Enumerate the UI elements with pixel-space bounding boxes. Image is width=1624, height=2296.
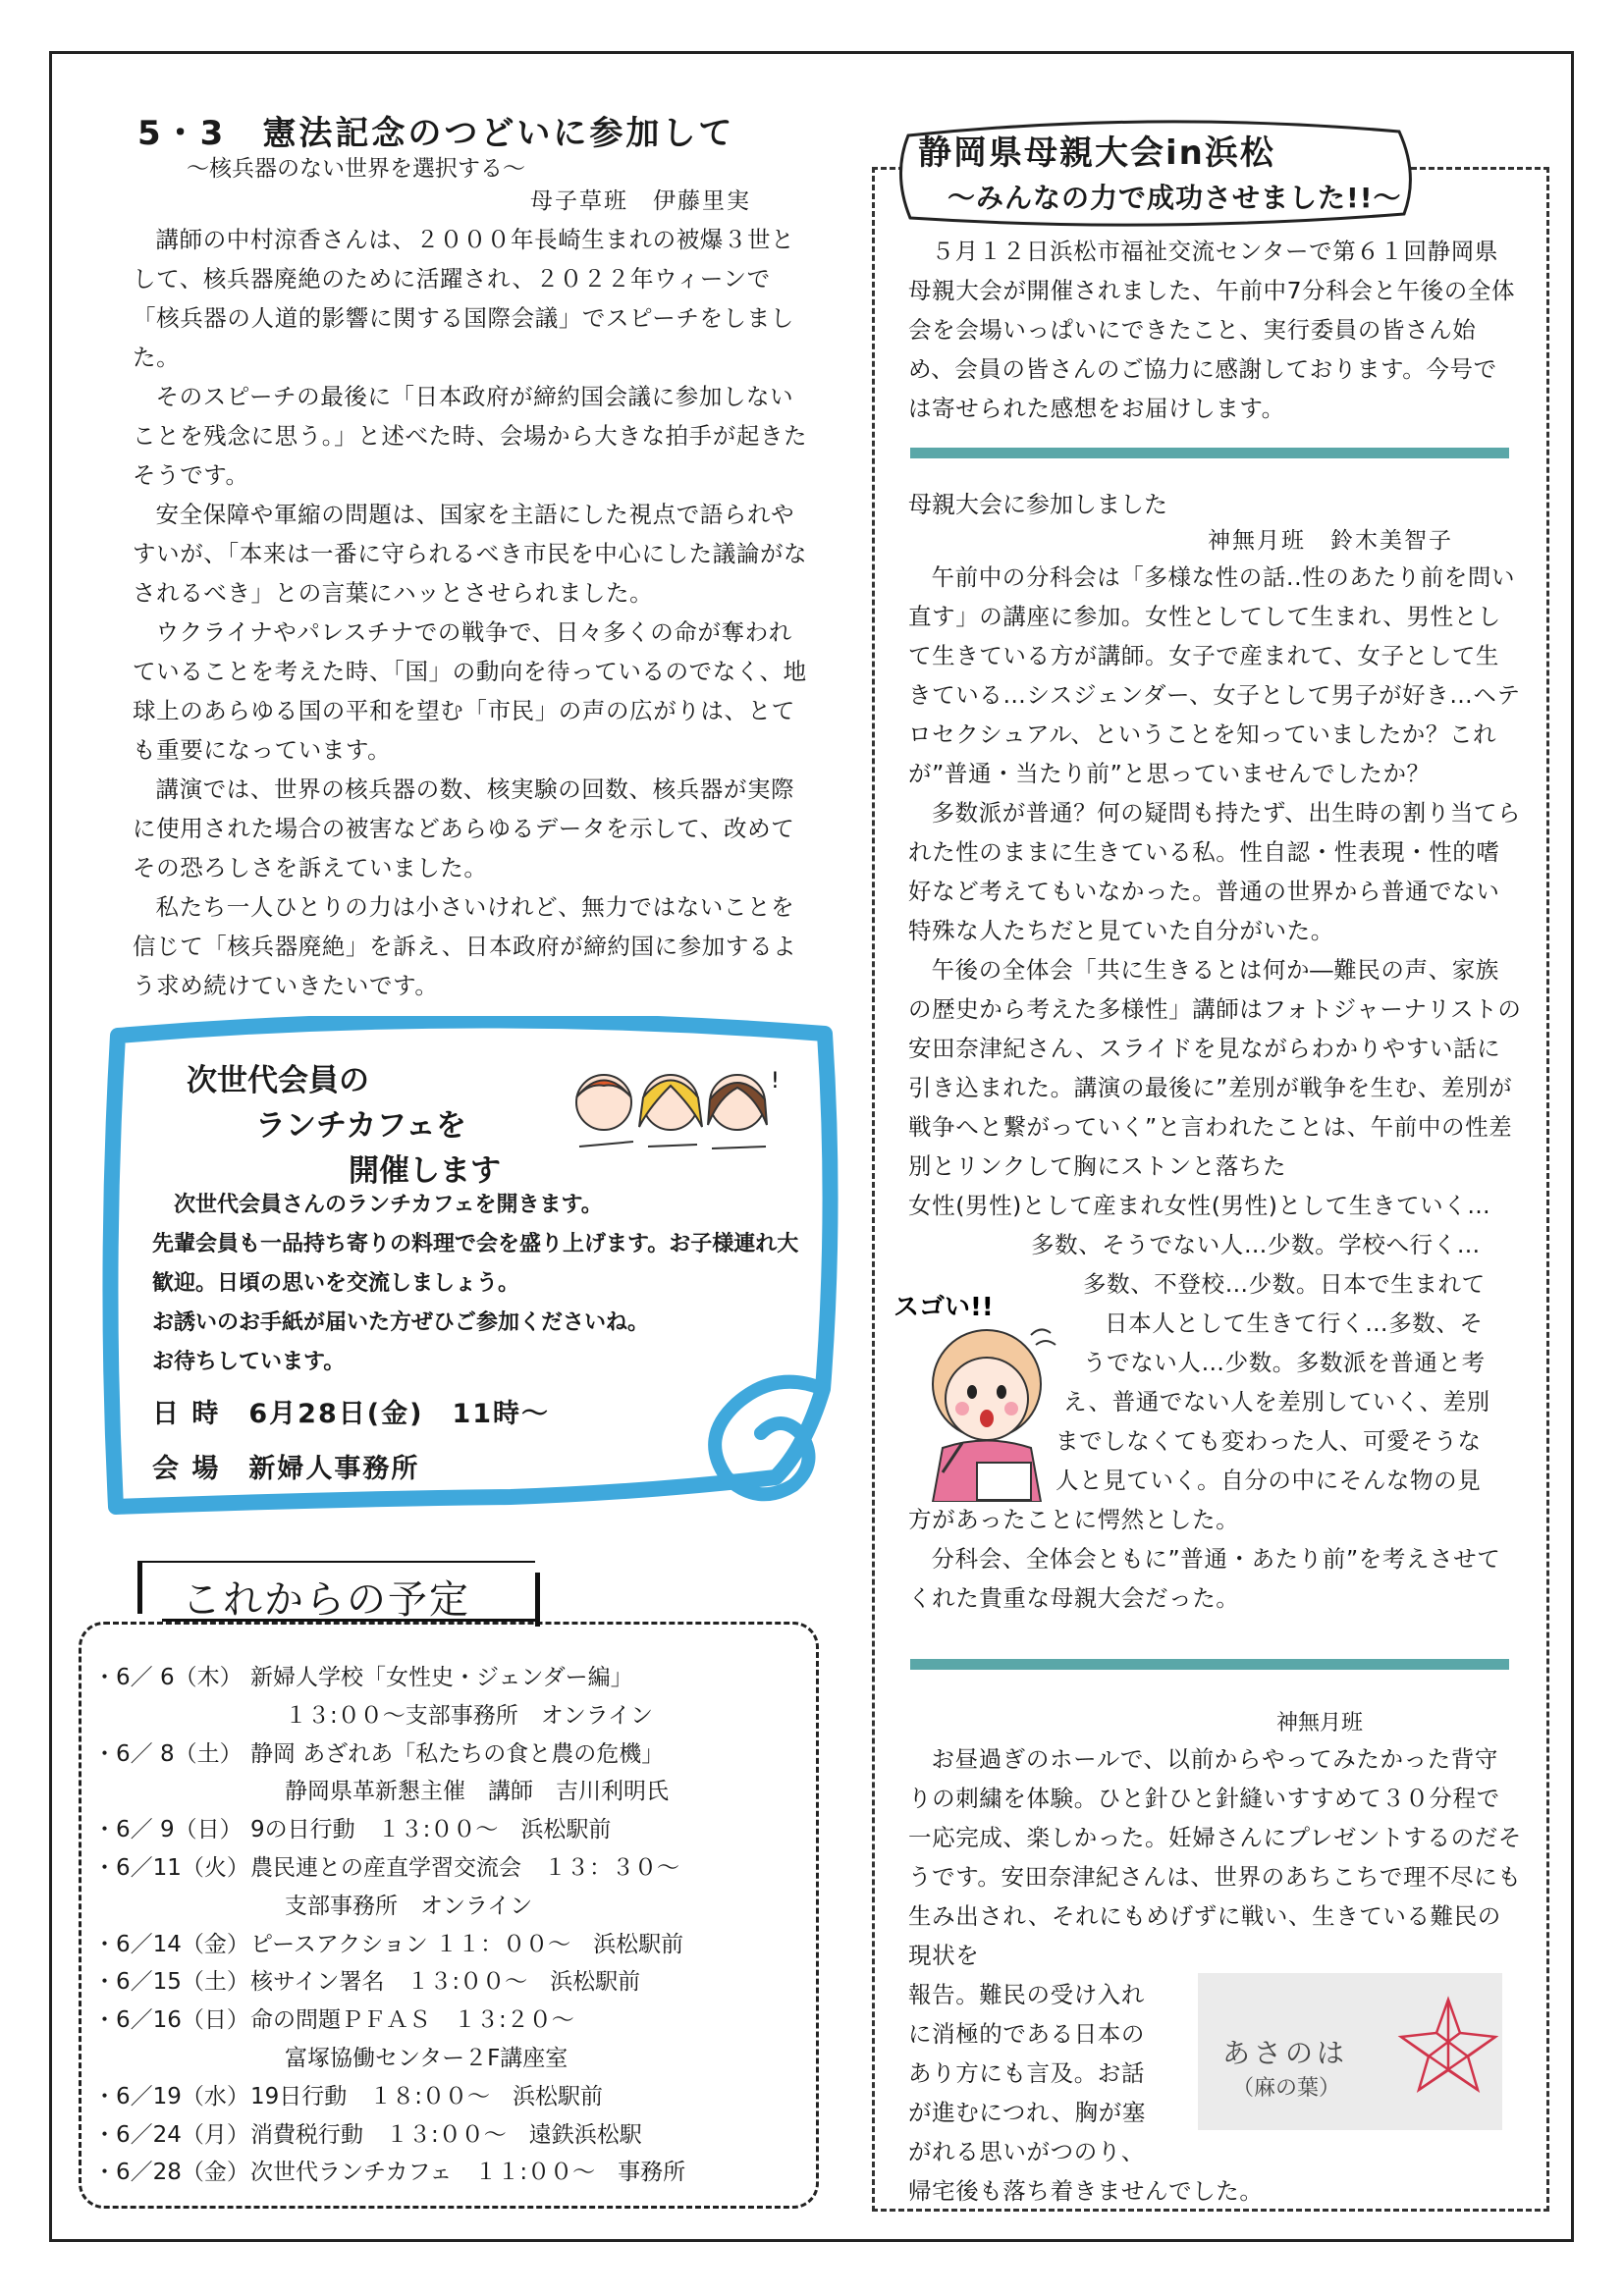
svg-text:!: !	[771, 1069, 780, 1094]
schedule-item-detail: １３:００～支部事務所 オンライン	[285, 1702, 654, 1729]
paragraph: 午前中の分科会は「多様な性の話..性のあたり前を問い直す」の講座に参加。女性としてして生まれ、男性として生きている方が講師。女子で産まれて、女子として生きている…シスジェンダー、女子として男子が好き…ヘテロセクシュアル、ということを知っていましたか？これが”普通・当たり前”と思っていませんでしたか？	[908, 563, 1521, 787]
cafe-heading-line: 開催します	[349, 1153, 501, 1189]
paragraph: そのスピーチの最後に「日本政府が締約国会議に参加しないことを残念に思う。」と述べた時、会場から大きな拍手が起きたそうです。	[133, 383, 808, 489]
paragraph: 分科会、全体会ともに”普通・あたり前”を考えさせてくれた貴重な母親大会だった。	[908, 1545, 1501, 1612]
paragraph: お昼過ぎのホールで、以前からやってみたかった背守りの刺繍を体験。ひと針ひと針縫いすすめて３０分程で一応完成、楽しかった。妊婦さんにプレゼントするのだそうです。安田奈津紀さんは、世界のあちこちで理不尽にも生み出され、それにもめげずに戦い、生きている難民の現状を	[908, 1745, 1522, 1969]
schedule-item: ・6／ 8（土） 静岡 あざれあ「私たちの食と農の危機」	[93, 1740, 665, 1767]
embroidery-label: あさのは	[1222, 2037, 1349, 2069]
cafe-line: 次世代会員さんのランチカフェを開きます。	[174, 1193, 603, 1217]
teal-divider	[910, 1659, 1509, 1670]
article3-author: 神無月班	[1276, 1711, 1364, 1735]
article2-author: 神無月班 鈴木美智子	[1208, 528, 1453, 554]
cafe-details	[152, 1387, 550, 1497]
asanoha-star-icon	[1394, 1993, 1502, 2101]
surprised-woman-illustration	[893, 1276, 1060, 1502]
cafe-line: お誘いのお手紙が届いた方ぜひご参加くださいね。	[152, 1310, 650, 1335]
article-subtitle: ～核兵器のない世界を選択する～	[187, 156, 525, 182]
schedule-item: ・6／19（水）19日行動 １８:００～ 浜松駅前	[93, 2083, 604, 2109]
cafe-line: お待ちしています。	[152, 1350, 346, 1374]
cafe-heading-line: ランチカフェを	[255, 1108, 466, 1144]
wrapped-text: 女性(男性)として産まれ女性(男性)として生きていく… 多数、そうでない人…少数。学校へ行く… 多数、不登校…少数。日本で生まれて 日本人として生きて行く…多数、そ うでない人…少数。多数派を普通と考 え、普通でない人を差別していく、差別 までしなくても変わった人、可愛そうな 人と見ていく。自分の中にそんな物の見	[908, 1192, 1491, 1494]
article-title: 5・3 憲法記念のつどいに参加して	[137, 114, 735, 153]
sugoi-exclamation: スゴい!!	[893, 1293, 994, 1322]
paragraph: 講師の中村涼香さんは、２０００年長崎生まれの被爆３世として、核兵器廃絶のために活躍され、２０２２年ウィーンで「核兵器の人道的影響に関する国際会議」でスピーチをしました。	[133, 226, 795, 371]
article3-body: お昼過ぎのホールで、以前からやってみたかった背守りの刺繍を体験。ひと針ひと針縫いすすめて３０分程で一応完成、楽しかった。妊婦さんにプレゼントするのだそうです。安田奈津紀さんは、世界のあちこちで理不尽にも生み出され、それにもめげずに戦い、生きている難民の現状を 報告。難民の受け入れ に消極的である日本の あり方にも言及。お話 が進むにつれ、胸が塞 がれる思いがつのり、 帰宅後も落ち着きませんでした。	[908, 1739, 1522, 2211]
paragraph: 私たち一人ひとりの力は小さいけれど、無力ではないことを信じて「核兵器廃絶」を訴え、日本政府が締約国に参加するよう求め続けていきたいです。	[133, 893, 797, 999]
cafe-body	[152, 1186, 820, 1382]
article-author: 母子草班 伊藤里実	[530, 188, 751, 214]
cafe-datetime: 日 時 6月28日(金) 11時～	[152, 1399, 551, 1429]
paragraph: ウクライナやパレスチナでの戦争で、日々多くの命が奪われていることを考えた時、「国」の動向を待っているのでなく、地球上のあらゆる国の平和を望む「市民」の声の広がりは、とても重要になっています。	[133, 618, 807, 764]
schedule-item: ・6／14（金）ピースアクション １１：００～ 浜松駅前	[93, 1931, 684, 1957]
article2-title: 母親大会に参加しました	[908, 491, 1167, 518]
schedule-item: ・6／24（月）消費税行動 １３:００～ 遠鉄浜松駅	[93, 2121, 642, 2148]
schedule-item: ・6／15（土）核サイン署名 １３:００～ 浜松駅前	[93, 1969, 641, 1996]
schedule-item: ・6／16（日）命の問題ＰＦＡＳ １３:２０～	[93, 2007, 574, 2034]
paragraph: 安全保障や軍縮の問題は、国家を主語にした視点で語られやすいが、「本来は一番に守られるべき市民を中心にした議論がなされるべき」との言葉にハッとさせられました。	[133, 501, 808, 607]
schedule-list	[93, 1659, 815, 2192]
right-heading-title: 静岡県母親大会in浜松	[918, 133, 1275, 173]
cafe-heading-line: 次世代会員の	[187, 1063, 369, 1098]
paragraph: 方があったことに愕然とした。	[908, 1506, 1240, 1533]
paragraph: 講演では、世界の核兵器の数、核実験の回数、核兵器が実際に使用された場合の被害などあらゆるデータを示して、改めてその恐ろしさを訴えていました。	[133, 775, 795, 881]
paragraph: ５月１２日浜松市福祉交流センターで第６１回静岡県母親大会が開催されました、午前中7分科会と午後の全体会を会場いっぱいにできたこと、実行委員の皆さん始め、会員の皆さんのご協力に感謝しております。今号では寄せられた感想をお届けします。	[908, 238, 1516, 422]
schedule-item: ・6／11（火）農民連との産直学習交流会 １３：３０～	[93, 1854, 679, 1881]
paragraph: 多数派が普通？何の疑問も持たず、出生時の割り当てられた性のままに生きている私。性自認・性表現・性的嗜好など考えてもいなかった。普通の世界から普通でない特殊な人たちだと見ていた自分がいた。	[908, 799, 1522, 944]
schedule-item: ・6／ 9（日） 9の日行動 １３:００～ 浜松駅前	[93, 1817, 612, 1843]
cafe-venue: 会 場 新婦人事務所	[152, 1454, 420, 1484]
right-heading-subtitle: ～みんなの力で成功させました!!～	[947, 182, 1402, 214]
embroidery-sublabel: （麻の葉）	[1232, 2076, 1341, 2101]
cafe-heading	[187, 1058, 501, 1194]
schedule-item-detail: 静岡県革新懇主催 講師 吉川利明氏	[285, 1779, 669, 1805]
schedule-item: ・6／28（金）次世代ランチカフェ １１:００～ 事務所	[93, 2160, 686, 2186]
article-body	[133, 220, 810, 1005]
teal-divider	[910, 448, 1509, 458]
children-illustration	[565, 1058, 781, 1166]
schedule-item-detail: 支部事務所 オンライン	[285, 1893, 533, 1919]
right-intro	[908, 232, 1517, 428]
schedule-item: ・6／ 6（木） 新婦人学校「女性史・ジェンダー編」	[93, 1665, 633, 1690]
cafe-line: 先輩会員も一品持ち寄りの料理で会を盛り上げます。お子様連れ大歓迎。日頃の思いを交流しましょう。	[152, 1232, 799, 1296]
paragraph: 午後の全体会「共に生きるとは何か―難民の声、家族の歴史から考えた多様性」講師はフォトジャーナリストの安田奈津紀さん、スライドを見ながらわかりやすい話に引き込まれた。講演の最後に”差別が戦争を生む、差別が戦争へと繋がっていく”と言われたことは、午前中の性差別とリンクして胸にストンと落ちた	[908, 956, 1522, 1180]
schedule-item-detail: 富塚協働センター２F講座室	[285, 2045, 568, 2071]
schedule-title: これからの予定	[182, 1577, 470, 1623]
